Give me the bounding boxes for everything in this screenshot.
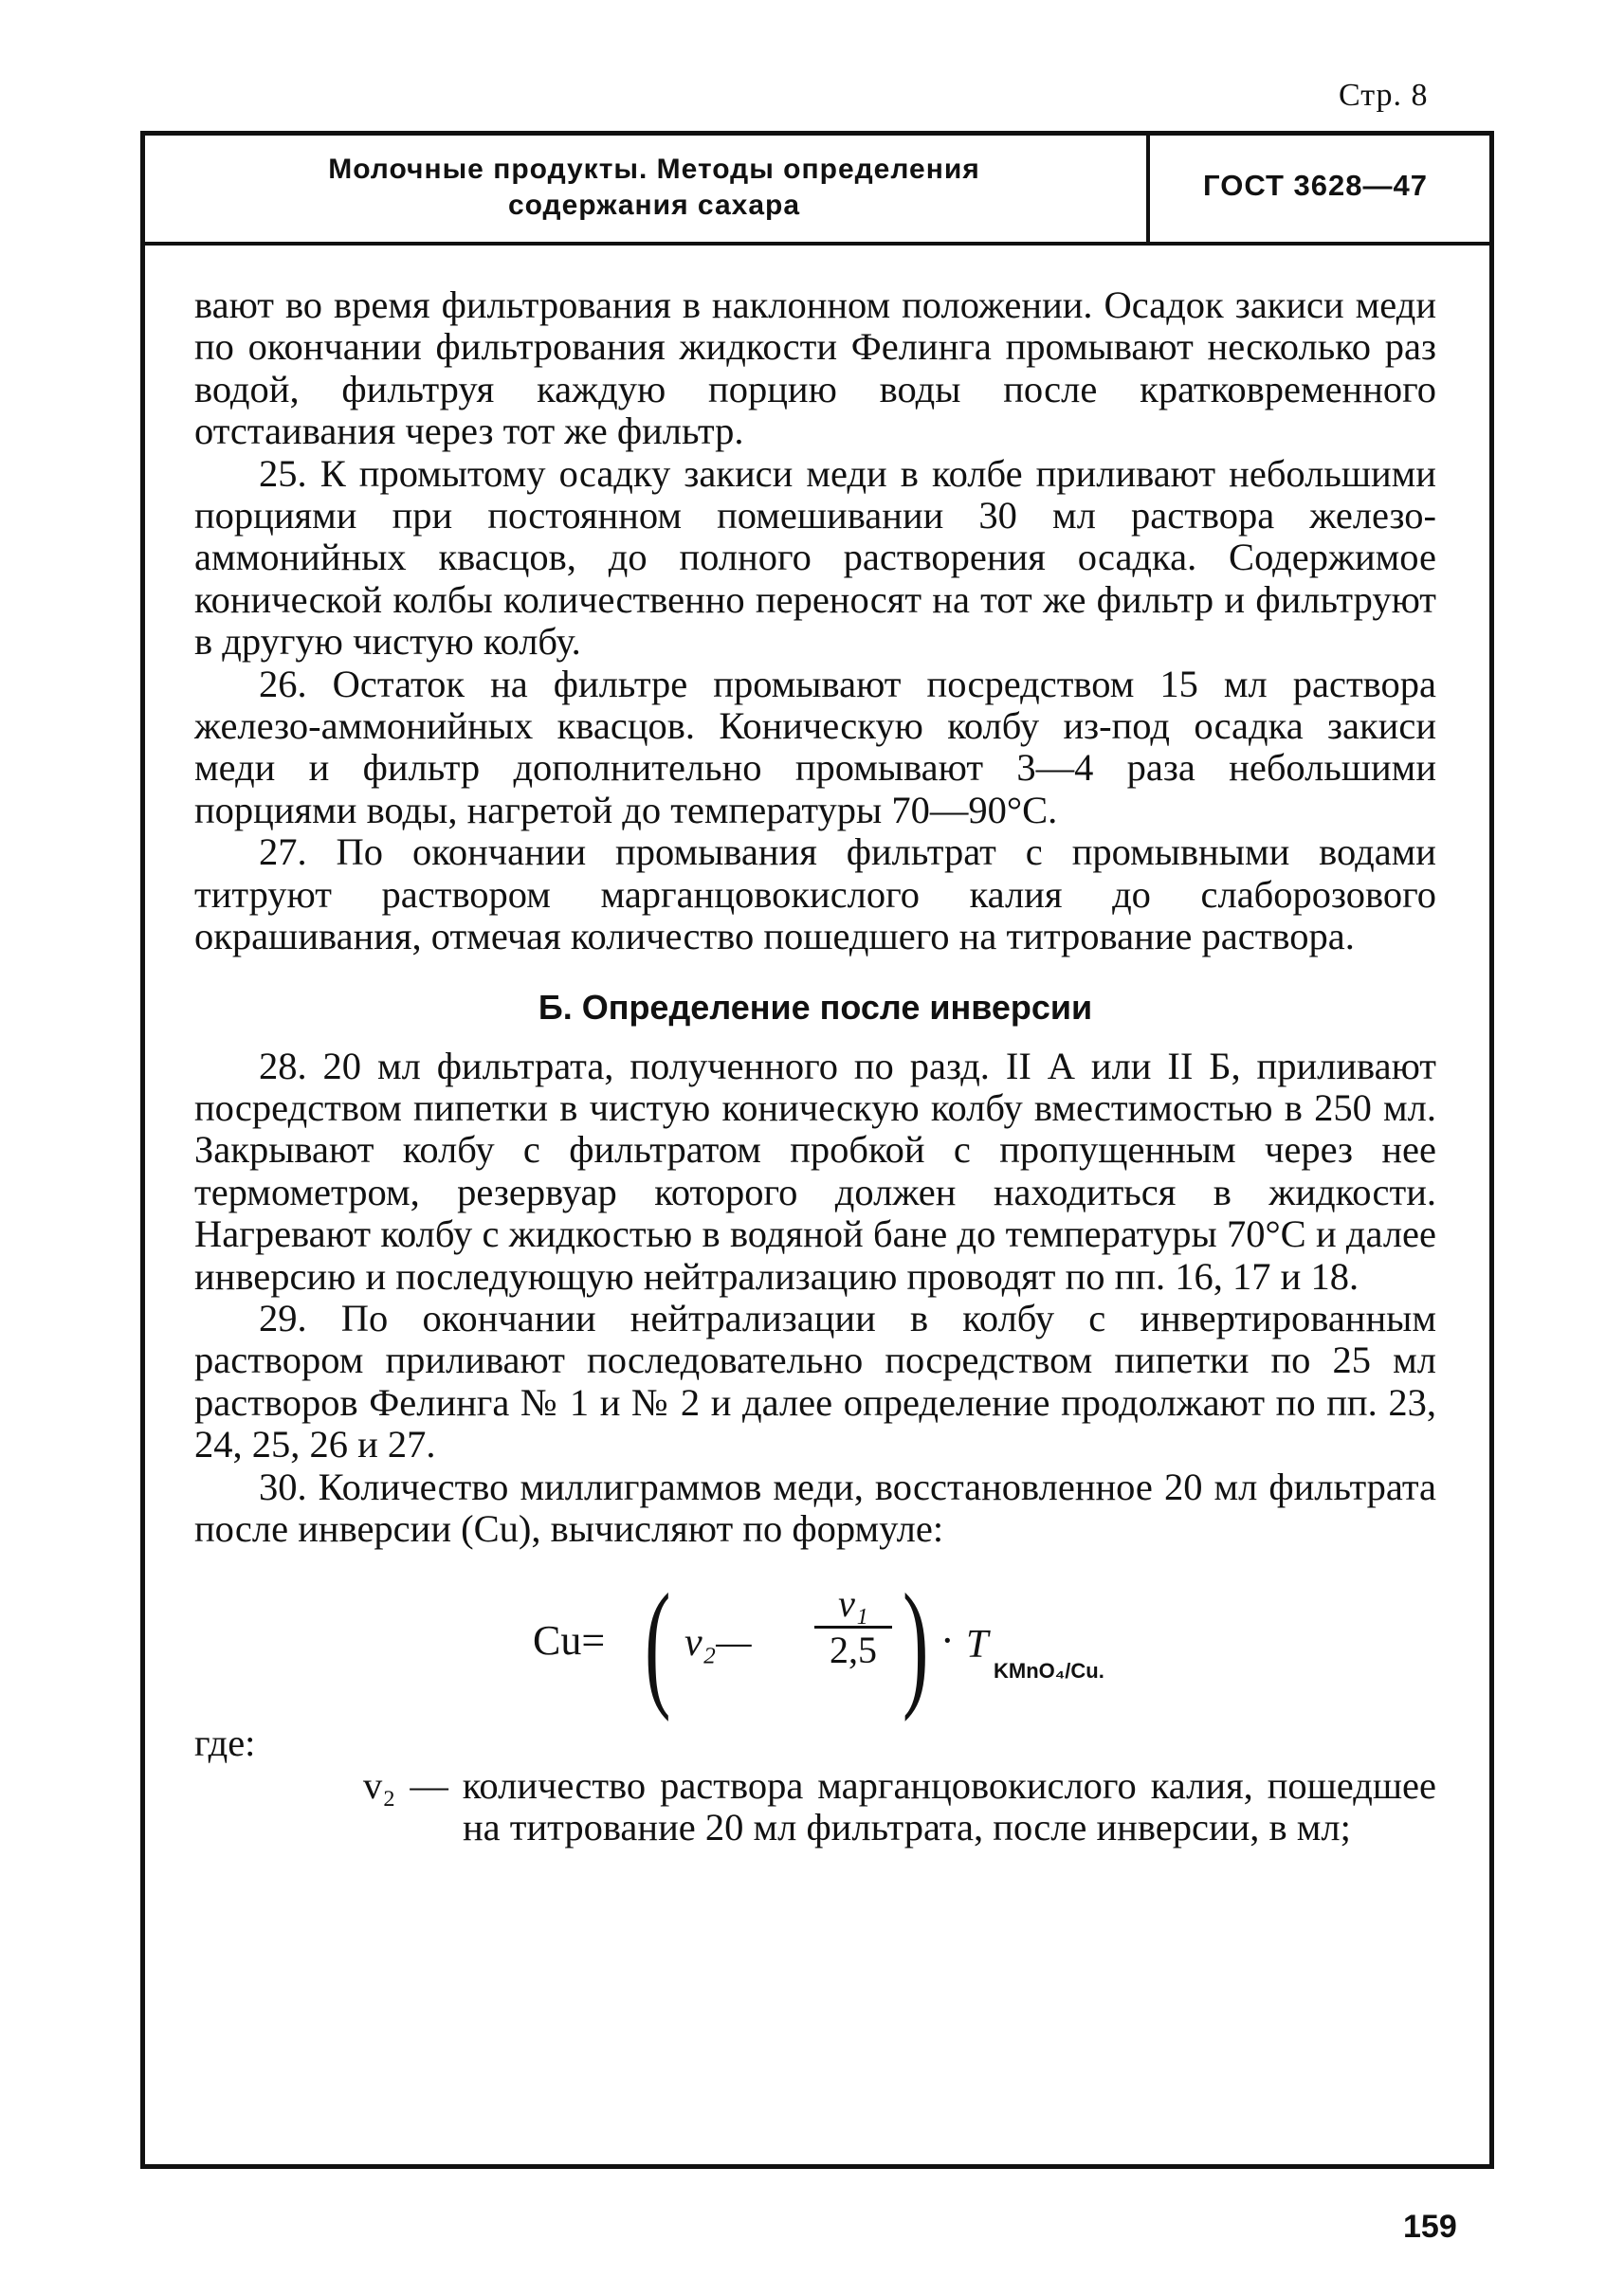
document-title <box>180 152 1128 224</box>
document-title-line-1: Молочные продукты. Методы определения <box>328 154 980 185</box>
paragraph-26: 26. Остаток на фильтре промывают посредством 15 мл раствора железо-аммонийных квасцов. Коническую колбу из-под осадка закиси меди и фильтр дополнительно промывают 3—4 раза небольшими порциями воды, нагретой до температуры 70—90°С. <box>194 662 1436 831</box>
standard-number: ГОСТ 3628—47 <box>1203 169 1428 202</box>
formula-close-paren: ) <box>903 1565 929 1723</box>
paragraph-continued: вают во время фильтрования в наклонном положении. Осадок закиси меди по окончании фильтрования жидкости Фелинга промывают несколько раз водой, фильтруя каждую порцию воды после кратковременного отстаивания через тот же фильтр. <box>194 283 1436 453</box>
paragraph-28: 28. 20 мл фильтрата, полученного по разд. II А или II Б, приливают посредством пипетки в чистую коническую колбу вместимостью в 250 мл. Закрывают колбу с фильтратом пробкой с пропущенным через нее термометром, резервуар которого должен находиться в жидкости. Нагревают колбу с жидкостью в водяной бане до температуры 70°С и далее инверсию и последующую нейтрализацию проводят по пп. 16, 17 и 18. <box>194 1044 1436 1298</box>
formula-titer: T <box>966 1623 989 1667</box>
frame-bottom-rule <box>140 2164 1494 2169</box>
formula-numerator: v₁ <box>838 1582 868 1626</box>
page-label: Стр. 8 <box>1339 78 1429 113</box>
formula-titer-subscript: KMnO₄/Cu. <box>994 1659 1104 1684</box>
header-bottom-rule <box>140 242 1494 246</box>
formula-lhs: Cu= <box>533 1617 606 1665</box>
formula-v2: v₂— <box>684 1621 752 1666</box>
frame-top-rule <box>140 131 1494 136</box>
formula-dot: · <box>940 1617 955 1665</box>
paragraph-25: 25. К промытому осадку закиси меди в колбе приливают небольшими порциями при постоянном помешивании 30 мл раствора железо-аммонийных квасцов, до полного растворения осадка. Содержимое конической колбы количественно переносят на тот же фильтр и фильтруют в другую чистую колбу. <box>194 451 1436 664</box>
variable-definition-v2: v₂ — количество раствора марганцовокислого калия, пошедшее на титрование 20 мл фильтрата, после инверсии, в мл; <box>363 1763 1436 1849</box>
paragraph-29: 29. По окончании нейтрализации в колбу с инвертированным раствором приливают последовательно посредством пипетки по 25 мл растворов Фелинга № 1 и № 2 и далее определение продолжают по пп. 23, 24, 25, 26 и 27. <box>194 1296 1436 1466</box>
document-title-line-2: содержания сахара <box>507 190 801 221</box>
copper-formula <box>194 1565 1436 1723</box>
header-divider <box>1146 136 1150 242</box>
section-heading-b: Б. Определение после инверсии <box>538 987 1093 1027</box>
paragraph-27: 27. По окончании промывания фильтрат с промывными водами титруют раствором марганцовокислого калия до слаборозового окрашивания, отмечая количество пошедшего на титрование раствора. <box>194 830 1436 958</box>
formula-open-paren: ( <box>645 1565 671 1723</box>
where-label: где: <box>194 1721 256 1765</box>
paragraph-30: 30. Количество миллиграммов меди, восстановленное 20 мл фильтрата после инверсии (Cu), вычисляют по формуле: <box>194 1465 1436 1550</box>
formula-fraction <box>811 1582 896 1672</box>
page-number: 159 <box>1403 2209 1457 2245</box>
formula-body <box>533 1565 1291 1723</box>
body-text <box>194 284 1436 1849</box>
formula-denominator: 2,5 <box>830 1629 877 1672</box>
